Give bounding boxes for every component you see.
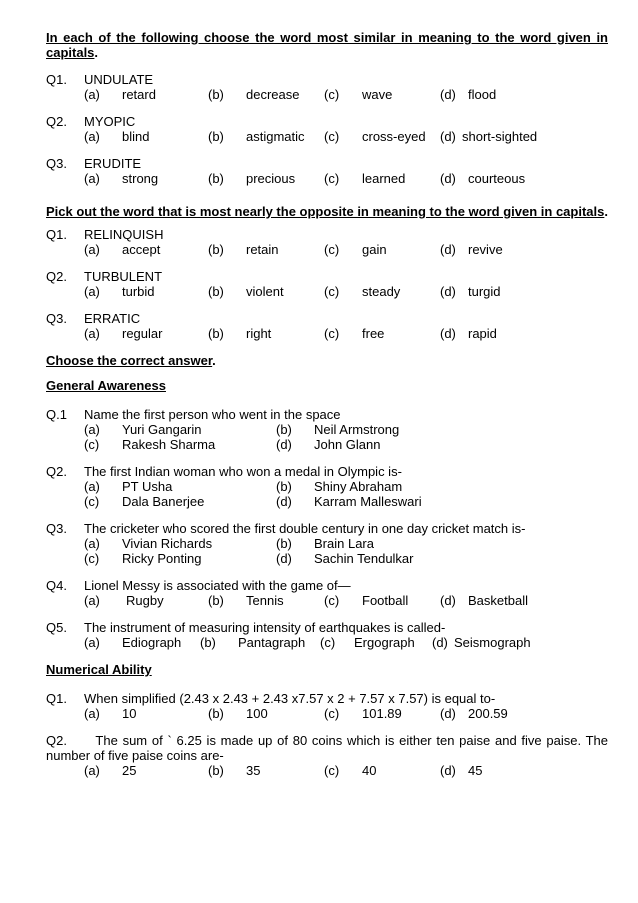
option-label-d: (d) [276, 551, 292, 566]
question-word: ERUDITE [84, 156, 142, 171]
option-d: Seismograph [454, 635, 531, 650]
option-d: 45 [468, 763, 483, 778]
option-label-b: (b) [208, 706, 224, 721]
option-label-c: (c) [324, 171, 340, 186]
option-label-d: (d) [440, 763, 456, 778]
option-a: Rugby [126, 593, 164, 608]
options-row [84, 242, 608, 257]
option-a: Vivian Richards [122, 536, 213, 551]
option-label-d: (d) [440, 171, 456, 186]
option-label-d: (d) [432, 635, 448, 650]
option-b: Tennis [246, 593, 284, 608]
synonyms-heading: In each of the following choose the word most similar in meaning to the word given in capitals. [46, 30, 608, 60]
option-d: 200.59 [468, 706, 508, 721]
option-d: Basketball [468, 593, 528, 608]
options-row [84, 635, 608, 650]
question-text: Lionel Messy is associated with the game of— [84, 578, 351, 593]
option-label-b: (b) [208, 87, 224, 102]
option-label-b: (b) [208, 326, 224, 341]
option-label-d: (d) [440, 593, 456, 608]
option-label-c: (c) [324, 326, 340, 341]
option-c: 101.89 [362, 706, 402, 721]
question-text: The sum of ` 6.25 is made up of 80 coins which is either ten paise and five paise. The number of five paise coins are- [46, 733, 608, 763]
option-label-a: (a) [84, 129, 100, 144]
option-c: learned [362, 171, 406, 186]
option-label-a: (a) [84, 536, 100, 551]
option-label-b: (b) [208, 171, 224, 186]
options-row [84, 479, 608, 494]
option-d: John Glann [314, 437, 381, 452]
question-word: RELINQUISH [84, 227, 164, 242]
option-label-a: (a) [84, 635, 100, 650]
option-c: wave [362, 87, 393, 102]
option-label-b: (b) [208, 593, 224, 608]
question-number: Q3. [46, 156, 67, 171]
question-number: Q2. [46, 464, 67, 479]
question-word: ERRATIC [84, 311, 141, 326]
question-number: Q2. [46, 733, 67, 748]
option-c: cross-eyed [362, 129, 426, 144]
option-label-a: (a) [84, 284, 100, 299]
option-c: gain [362, 242, 387, 257]
option-label-a: (a) [84, 593, 100, 608]
option-label-c: (c) [324, 242, 340, 257]
ga-question [46, 521, 608, 566]
ant-question [46, 227, 608, 257]
option-d: rapid [468, 326, 497, 341]
option-d: Karram Malleswari [314, 494, 422, 509]
option-label-a: (a) [84, 422, 100, 437]
option-label-a: (a) [84, 763, 100, 778]
option-label-c: (c) [320, 635, 336, 650]
option-a: accept [122, 242, 161, 257]
option-label-c: (c) [324, 763, 340, 778]
option-d: flood [468, 87, 497, 102]
option-c: 40 [362, 763, 377, 778]
option-c: Ricky Ponting [122, 551, 202, 566]
question-number: Q1. [46, 227, 67, 242]
numerical-ability-heading: Numerical Ability [46, 662, 152, 677]
option-a: blind [122, 129, 150, 144]
option-label-d: (d) [440, 706, 456, 721]
na-question [46, 691, 608, 721]
options-row [84, 763, 608, 778]
option-label-d: (d) [440, 129, 456, 144]
option-a: PT Usha [122, 479, 173, 494]
ga-question [46, 620, 608, 650]
option-d: revive [468, 242, 503, 257]
option-label-b: (b) [276, 536, 292, 551]
option-label-a: (a) [84, 326, 100, 341]
options-row [84, 171, 608, 186]
option-c: Rakesh Sharma [122, 437, 216, 452]
option-label-d: (d) [440, 326, 456, 341]
options-row [84, 593, 608, 608]
option-a: Ediograph [122, 635, 182, 650]
option-a: turbid [122, 284, 155, 299]
option-label-b: (b) [200, 635, 216, 650]
option-a: retard [122, 87, 156, 102]
option-a: 25 [122, 763, 137, 778]
option-label-d: (d) [276, 494, 292, 509]
option-label-d: (d) [440, 87, 456, 102]
option-a: regular [122, 326, 163, 341]
options-row [84, 706, 608, 721]
options-row [84, 536, 608, 551]
option-label-d: (d) [440, 242, 456, 257]
option-label-c: (c) [324, 87, 340, 102]
choose-heading: Choose the correct answer. [46, 353, 216, 368]
options-row [84, 422, 608, 437]
question-word: MYOPIC [84, 114, 136, 129]
option-label-d: (d) [440, 284, 456, 299]
ga-question [46, 578, 608, 608]
syn-question [46, 114, 608, 144]
question-text: The cricketer who scored the first double century in one day cricket match is- [84, 521, 526, 536]
option-label-c: (c) [84, 437, 100, 452]
option-d: turgid [468, 284, 501, 299]
option-b: Pantagraph [238, 635, 306, 650]
option-d: Sachin Tendulkar [314, 551, 414, 566]
question-number: Q4. [46, 578, 67, 593]
option-c: Dala Banerjee [122, 494, 205, 509]
option-label-d: (d) [276, 437, 292, 452]
ga-question [46, 407, 608, 452]
question-text: The first Indian woman who won a medal in Olympic is- [84, 464, 402, 479]
option-label-c: (c) [84, 494, 100, 509]
syn-question [46, 72, 608, 102]
question-number: Q5. [46, 620, 67, 635]
question-word: UNDULATE [84, 72, 154, 87]
option-d: courteous [468, 171, 526, 186]
ant-question [46, 311, 608, 341]
option-b: right [246, 326, 272, 341]
option-c: Football [362, 593, 409, 608]
option-b: retain [246, 242, 279, 257]
option-label-a: (a) [84, 242, 100, 257]
ant-question [46, 269, 608, 299]
options-row [84, 326, 608, 341]
options-row [84, 129, 608, 144]
option-label-c: (c) [324, 706, 340, 721]
general-awareness-heading: General Awareness [46, 378, 166, 393]
question-number: Q1. [46, 72, 67, 87]
question-text: When simplified (2.43 x 2.43 + 2.43 x7.57 x 2 + 7.57 x 7.57) is equal to- [84, 691, 496, 706]
option-a: strong [122, 171, 159, 186]
question-number: Q3. [46, 311, 67, 326]
antonyms-heading: Pick out the word that is most nearly the opposite in meaning to the word given in capitals. [46, 204, 608, 219]
question-number: Q3. [46, 521, 67, 536]
option-label-b: (b) [208, 242, 224, 257]
options-row [84, 87, 608, 102]
option-label-a: (a) [84, 87, 100, 102]
option-label-c: (c) [324, 593, 340, 608]
ga-question [46, 464, 608, 509]
option-label-c: (c) [324, 129, 340, 144]
worksheet-page [46, 30, 608, 778]
option-label-b: (b) [276, 422, 292, 437]
question-word: TURBULENT [84, 269, 163, 284]
question-number: Q.1 [46, 407, 67, 422]
option-b: Brain Lara [314, 536, 374, 551]
option-b: 35 [246, 763, 261, 778]
option-label-a: (a) [84, 706, 100, 721]
option-b: precious [246, 171, 296, 186]
option-label-a: (a) [84, 479, 100, 494]
na-question [46, 733, 608, 778]
options-row [84, 494, 608, 509]
option-c: free [362, 326, 385, 341]
question-text: The instrument of measuring intensity of earthquakes is called- [84, 620, 446, 635]
option-b: 100 [246, 706, 268, 721]
option-label-b: (b) [208, 129, 224, 144]
option-a: 10 [122, 706, 137, 721]
option-b: violent [246, 284, 284, 299]
option-label-a: (a) [84, 171, 100, 186]
option-label-c: (c) [84, 551, 100, 566]
question-text: Name the first person who went in the space [84, 407, 341, 422]
option-b: decrease [246, 87, 300, 102]
option-label-b: (b) [276, 479, 292, 494]
option-label-c: (c) [324, 284, 340, 299]
option-a: Yuri Gangarin [122, 422, 202, 437]
option-b: astigmatic [246, 129, 305, 144]
syn-question [46, 156, 608, 186]
option-b: Neil Armstrong [314, 422, 400, 437]
option-b: Shiny Abraham [314, 479, 403, 494]
option-c: steady [362, 284, 401, 299]
option-c: Ergograph [354, 635, 415, 650]
options-row [84, 437, 608, 452]
question-number: Q2. [46, 114, 67, 129]
question-number: Q2. [46, 269, 67, 284]
option-label-b: (b) [208, 284, 224, 299]
question-number: Q1. [46, 691, 67, 706]
option-label-b: (b) [208, 763, 224, 778]
options-row [84, 284, 608, 299]
option-d: short-sighted [462, 129, 538, 144]
options-row [84, 551, 608, 566]
